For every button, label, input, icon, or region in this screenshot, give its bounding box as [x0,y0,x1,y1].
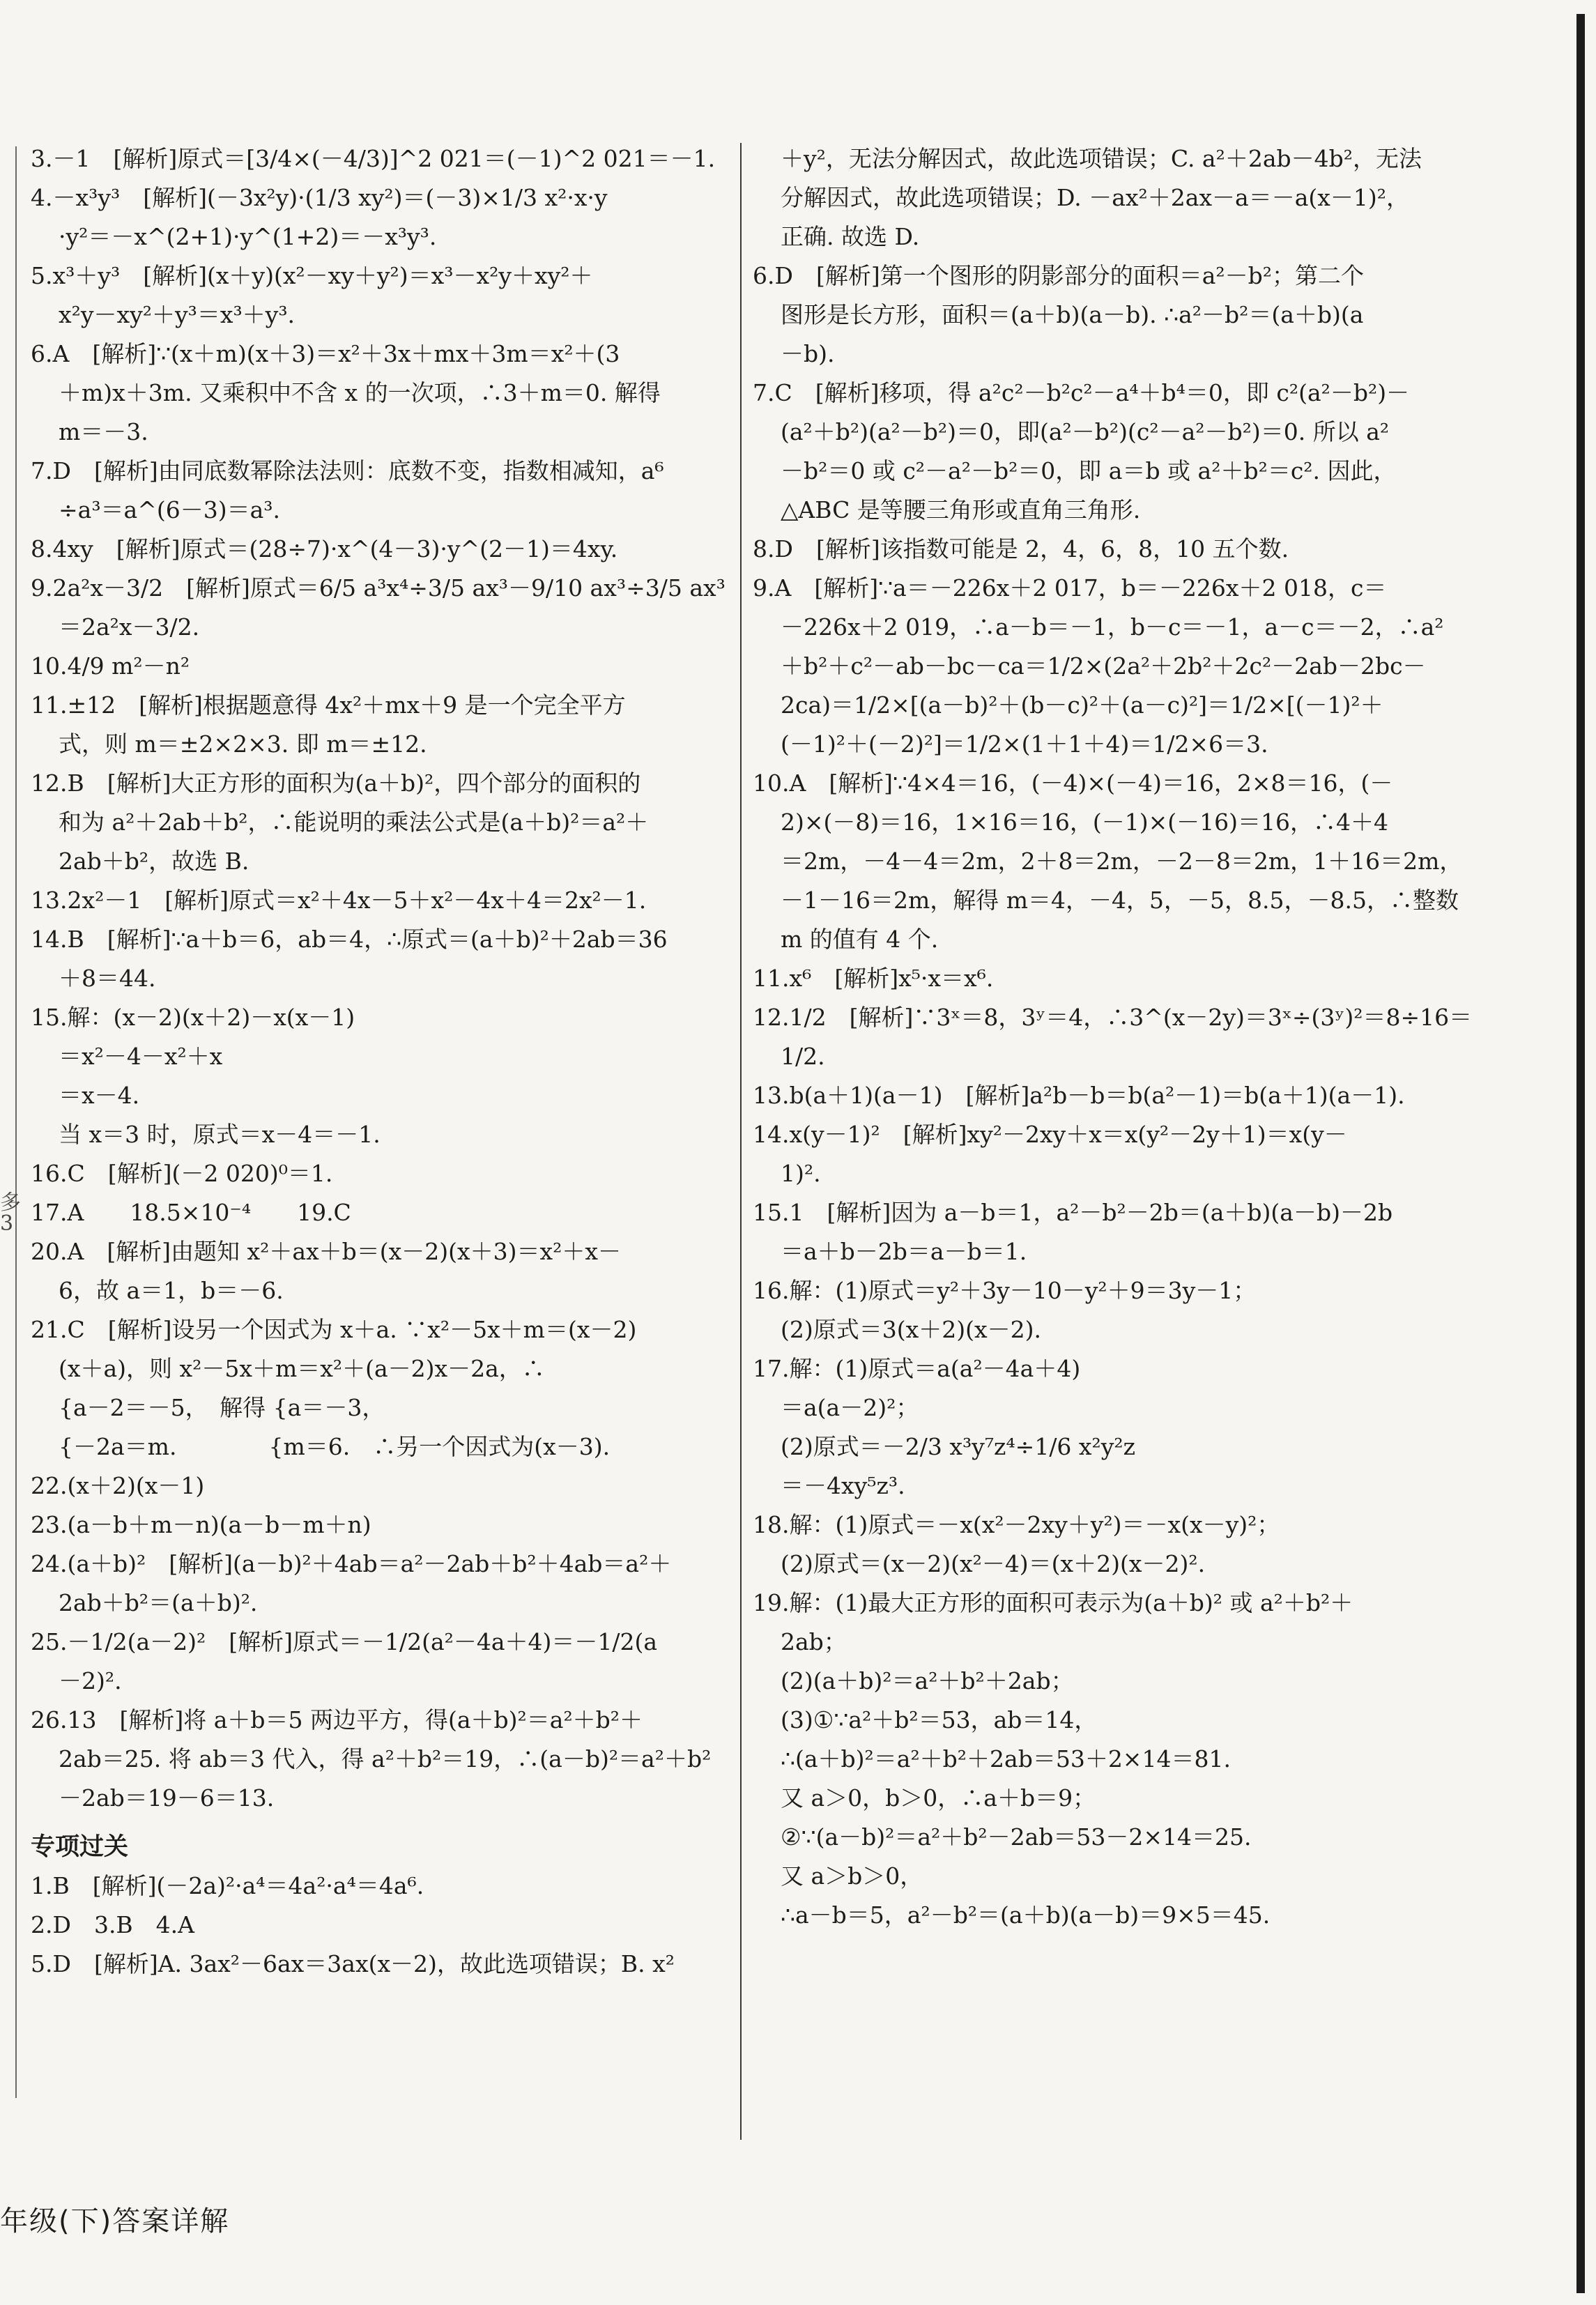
left-line: 11.±12 [解析]根据题意得 4x²＋mx＋9 是一个完全平方 [31,691,626,719]
right-line: 图形是长方形，面积＝(a＋b)(a－b). ∴a²－b²＝(a＋b)(a [781,301,1364,328]
right-line: 1/2. [781,1043,825,1070]
left-line: 当 x＝3 时，原式＝x－4＝－1. [59,1121,381,1148]
margin-char: 3 [0,1211,14,1236]
right-line: 8.D [解析]该指数可能是 2，4，6，8，10 五个数. [753,535,1289,562]
left-line: 12.B [解析]大正方形的面积为(a＋b)²，四个部分的面积的 [31,769,641,797]
right-line: 18.解：(1)原式＝－x(x²－2xy＋y²)＝－x(x－y)²； [753,1511,1280,1538]
right-line: 19.解：(1)最大正方形的面积可表示为(a＋b)² 或 a²＋b²＋ [753,1589,1353,1616]
left-line: －2)². [59,1667,122,1694]
right-line: ＝－4xy⁵z³. [781,1472,905,1499]
margin-char: 多 [0,1190,21,1215]
page-footer: 年级(下)答案详解 [0,2205,230,2237]
left-line: 21.C [解析]设另一个因式为 x＋a. ∵x²－5x＋m＝(x－2) [31,1316,637,1343]
right-line: －226x＋2 019，∴a－b＝－1，b－c＝－1，a－c＝－2，∴a² [781,613,1444,641]
right-line: 2ca)＝1/2×[(a－b)²＋(b－c)²＋(a－c)²]＝1/2×[(－1)²＋ [781,691,1383,719]
column-divider [740,143,742,2140]
right-line: ②∵(a－b)²＝a²＋b²－2ab＝53－2×14＝25. [781,1823,1252,1851]
left-line: 6，故 a＝1，b＝－6. [59,1277,284,1304]
left_after-line: 1.B [解析](－2a)²·a⁴＝4a²·a⁴＝4a⁶. [31,1872,424,1899]
right-line: －b). [781,340,835,367]
right-line: 16.解：(1)原式＝y²＋3y－10－y²＋9＝3y－1； [753,1277,1257,1304]
section-title: 专项过关 [31,1833,129,1861]
right-column [753,139,1473,1935]
left-line: 25.－1/2(a－2)² [解析]原式＝－1/2(a²－4a＋4)＝－1/2(a [31,1628,658,1655]
left-line: 17.A 18.5×10⁻⁴ 19.C [31,1199,351,1226]
left-line: 9.2a²x－3/2 [解析]原式＝6/5 a³x⁴÷3/5 ax³－9/10 ax³÷3/5 ax³ [31,574,726,602]
right-line: 正确. 故选 D. [781,223,920,250]
right-line: 2)×(－8)＝16，1×16＝16，(－1)×(－16)＝16，∴4＋4 [781,809,1389,836]
right-line: 7.C [解析]移项，得 a²c²－b²c²－a⁴＋b⁴＝0，即 c²(a²－b²)－ [753,379,1410,406]
left-line: 6.A [解析]∵(x＋m)(x＋3)＝x²＋3x＋mx＋3m＝x²＋(3 [31,340,620,367]
left-line: 23.(a－b＋m－n)(a－b－m＋n) [31,1511,371,1538]
right-line: 17.解：(1)原式＝a(a²－4a＋4) [753,1355,1081,1382]
left-line: 10.4/9 m²－n² [31,652,190,680]
right-line: m 的值有 4 个. [781,926,939,953]
right-line: －b²＝0 或 c²－a²－b²＝0，即 a＝b 或 a²＋b²＝c². 因此， [781,457,1397,484]
left-line: －2ab＝19－6＝13. [59,1784,275,1812]
right-line: ＋b²＋c²－ab－bc－ca＝1/2×(2a²＋2b²＋2c²－2ab－2bc－ [781,652,1426,680]
right-line: ∴a－b＝5，a²－b²＝(a＋b)(a－b)＝9×5＝45. [781,1901,1271,1929]
left-line: (x＋a)，则 x²－5x＋m＝x²＋(a－2)x－2a，∴ [59,1355,545,1382]
right-line: (a²＋b²)(a²－b²)＝0，即(a²－b²)(c²－a²－b²)＝0. 所以 a² [781,418,1390,445]
left-column [31,139,735,1984]
left-line: 和为 a²＋2ab＋b²，∴能说明的乘法公式是(a＋b)²＝a²＋ [59,809,649,836]
right-line: 又 a＞b＞0， [781,1862,923,1890]
right-line: 又 a＞0，b＞0，∴a＋b＝9； [781,1784,1096,1812]
left-line: 26.13 [解析]将 a＋b＝5 两边平方，得(a＋b)²＝a²＋b²＋ [31,1706,643,1733]
left-line: 2ab＝25. 将 ab＝3 代入，得 a²＋b²＝19，∴(a－b)²＝a²＋b² [59,1745,712,1772]
left-line: 3.－1 [解析]原式＝[3/4×(－4/3)]^2 021＝(－1)^2 021＝－1. [31,145,716,172]
left-line: 2ab＋b²＝(a＋b)². [59,1589,258,1616]
right-line: ＝a(a－2)²； [781,1394,919,1421]
left-line: 16.C [解析](－2 020)⁰＝1. [31,1160,333,1187]
left-line: ＝2a²x－3/2. [59,613,200,641]
right-line: 6.D [解析]第一个图形的阴影部分的面积＝a²－b²；第二个 [753,262,1364,289]
left-line: 20.A [解析]由题知 x²＋ax＋b＝(x－2)(x＋3)＝x²＋x－ [31,1238,621,1265]
left-line: m＝－3. [59,418,148,445]
left-line: ＋m)x＋3m. 又乘积中不含 x 的一次项，∴3＋m＝0. 解得 [59,379,661,406]
left_after-line: 5.D [解析]A. 3ax²－6ax＝3ax(x－2)，故此选项错误；B. x² [31,1950,675,1977]
right-line: (2)原式＝(x－2)(x²－4)＝(x＋2)(x－2)². [781,1550,1206,1577]
right-line: 13.b(a＋1)(a－1) [解析]a²b－b＝b(a²－1)＝b(a＋1)(a－1). [753,1082,1405,1109]
right-line: 1)². [781,1160,821,1187]
right-line: 10.A [解析]∵4×4＝16，(－4)×(－4)＝16，2×8＝16，(－ [753,769,1393,797]
right-line: 2ab； [781,1628,847,1655]
right-line: 分解因式，故此选项错误；D. －ax²＋2ax－a＝－a(x－1)²， [781,184,1409,211]
right-line: (2)(a＋b)²＝a²＋b²＋2ab； [781,1667,1074,1694]
right-line: ∴(a＋b)²＝a²＋b²＋2ab＝53＋2×14＝81. [781,1745,1231,1772]
right-line: 11.x⁶ [解析]x⁵·x＝x⁶. [753,965,994,992]
right-line: (2)原式＝3(x＋2)(x－2). [781,1316,1041,1343]
left-margin-rule [15,146,17,2098]
right-line: 12.1/2 [解析]∵3ˣ＝8，3ʸ＝4，∴3^(x－2y)＝3ˣ÷(3ʸ)²＝8÷16＝ [753,1004,1473,1031]
left-line: {－2a＝m. {m＝6. ∴另一个因式为(x－3). [59,1433,611,1460]
left-line: ·y²＝－x^(2+1)·y^(1+2)＝－x³y³. [59,223,437,250]
left_after-line: 2.D 3.B 4.A [31,1911,194,1938]
left-line: ＋8＝44. [59,965,156,992]
left-line: 14.B [解析]∵a＋b＝6，ab＝4，∴原式＝(a＋b)²＋2ab＝36 [31,926,668,953]
left-line: 2ab＋b²，故选 B. [59,848,250,875]
right-line: ＝a＋b－2b＝a－b＝1. [781,1238,1027,1265]
left-line: 24.(a＋b)² [解析](a－b)²＋4ab＝a²－2ab＋b²＋4ab＝a²＋ [31,1550,672,1577]
right-line: 14.x(y－1)² [解析]xy²－2xy＋x＝x(y²－2y＋1)＝x(y－ [753,1121,1347,1148]
right-line: 15.1 [解析]因为 a－b＝1，a²－b²－2b＝(a＋b)(a－b)－2b [753,1199,1393,1226]
right-line: 9.A [解析]∵a＝－226x＋2 017，b＝－226x＋2 018，c＝ [753,574,1387,602]
left-line: 式，则 m＝±2×2×3. 即 m＝±12. [59,730,427,758]
left-line: 13.2x²－1 [解析]原式＝x²＋4x－5＋x²－4x＋4＝2x²－1. [31,887,647,914]
left-line: ＝x²－4－x²＋x [59,1043,223,1070]
left-line: x²y－xy²＋y³＝x³＋y³. [59,301,296,328]
left-line: 8.4xy [解析]原式＝(28÷7)·x^(4－3)·y^(2－1)＝4xy. [31,535,618,562]
right-line: ＝2m，－4－4＝2m，2＋8＝2m，－2－8＝2m，1＋16＝2m， [781,848,1463,875]
right-line: (2)原式＝－2/3 x³y⁷z⁴÷1/6 x²y²z [781,1433,1136,1460]
left-line: 7.D [解析]由同底数幂除法法则：底数不变，指数相减知，a⁶ [31,457,664,484]
right-line: △ABC 是等腰三角形或直角三角形. [781,496,1141,523]
right-line: －1－16＝2m，解得 m＝4，－4，5，－5，8.5，－8.5，∴整数 [781,887,1459,914]
left-line: 5.x³＋y³ [解析](x＋y)(x²－xy＋y²)＝x³－x²y＋xy²＋ [31,262,593,289]
right-line: ＋y²，无法分解因式，故此选项错误；C. a²＋2ab－4b²，无法 [781,145,1422,172]
left-line: ＝x－4. [59,1082,140,1109]
left-line: 4.－x³y³ [解析](－3x²y)·(1/3 xy²)＝(－3)×1/3 x²·x·y [31,184,608,211]
right-line: (－1)²＋(－2)²]＝1/2×(1＋1＋4)＝1/2×6＝3. [781,730,1268,758]
left-line: ÷a³＝a^(6－3)＝a³. [59,496,281,523]
left-line: {a－2＝－5， 解得 {a＝－3， [59,1394,385,1421]
left-line: 15.解：(x－2)(x＋2)－x(x－1) [31,1004,355,1031]
left-line: 22.(x＋2)(x－1) [31,1472,205,1499]
binding-edge-mark [1576,14,1585,2293]
right-line: (3)①∵a²＋b²＝53，ab＝14， [781,1706,1098,1733]
